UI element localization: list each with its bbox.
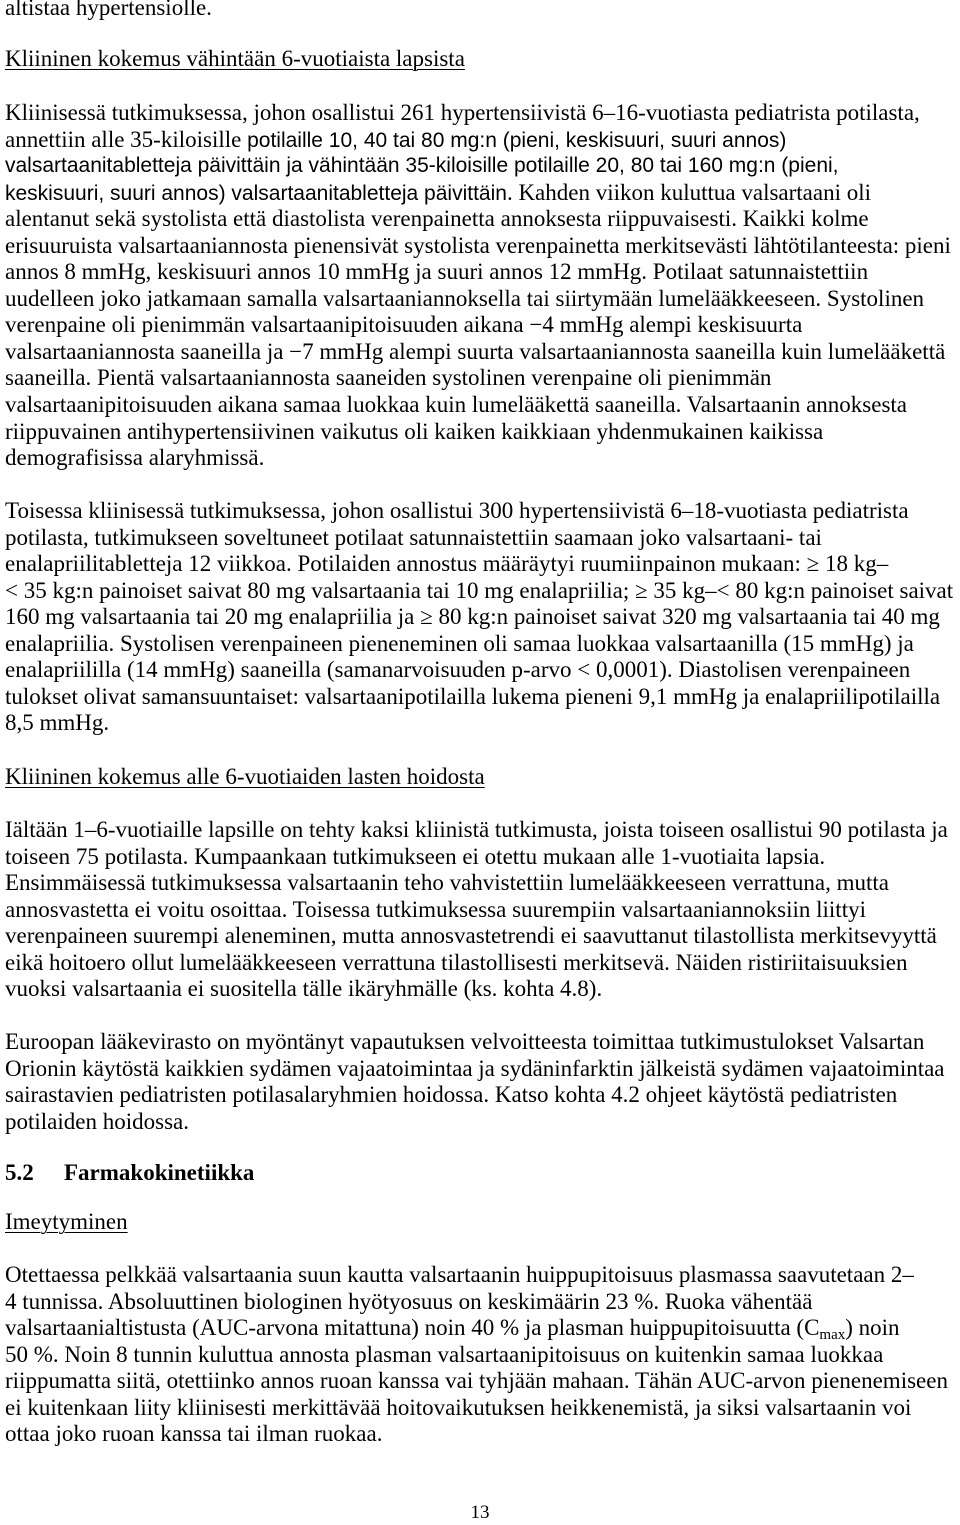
text-line: < 35 kg:n painoiset saivat 80 mg valsartaania tai 10 mg enalapriilia; ≥ 35 kg–< 80 kg:n painoiset saivat <box>5 577 954 603</box>
paragraph-under-6-studies <box>5 817 960 1003</box>
section-number: 5.2 <box>5 1160 34 1185</box>
text-line: valsartaanitabletteja päivittäin ja vähintään 35-kiloisille potilaille 20, 80 tai 160 mg:n (pieni, <box>5 154 839 178</box>
text-line: sairastavien pediatristen potilasalaryhmien hoidossa. Katso kohta 4.2 ohjeet käytöstä pediatristen <box>5 1082 898 1108</box>
text-line: 4 tunnissa. Absoluuttinen biologinen hyötyosuus on keskimäärin 23 %. Ruoka vähentää <box>5 1288 813 1314</box>
text-segment: keskisuuri, suuri annos) valsartaanitabletteja päivittäin <box>5 181 507 205</box>
text-line: Euroopan lääkevirasto on myöntänyt vapautuksen velvoitteesta toimittaa tutkimustulokset Valsartan <box>5 1029 925 1054</box>
text-line <box>5 180 960 207</box>
subsection-heading <box>5 1209 960 1236</box>
text-line: potilasta, tutkimukseen soveltuneet potilaat satunnaistettiin saamaan joko valsartaani- tai <box>5 524 822 550</box>
paragraph-ema-waiver <box>5 1029 960 1135</box>
text-line: demografisissa alaryhmissä. <box>5 445 265 471</box>
text-line: ottaa joko ruoan kanssa tai ilman ruokaa. <box>5 1421 383 1447</box>
paragraph-absorption <box>5 1262 960 1448</box>
text-line: valsartaaniannosta saaneilla ja −7 mmHg alempi suurta valsartaaniannosta saaneilla kuin lumelääkettä <box>5 338 946 364</box>
text-line: 160 mg valsartaania tai 20 mg enalapriilia ja ≥ 80 kg:n painoiset saivat 320 mg valsartaania tai 40 mg <box>5 604 940 630</box>
text-line: saaneilla. Pientä valsartaaniannosta saaneiden systolinen verenpaine oli pienimmän <box>5 365 772 391</box>
section-heading <box>5 1160 960 1187</box>
text-line: Kliinisessä tutkimuksessa, johon osallistui 261 hypertensiivistä 6–16-vuotiasta pediatrista potilasta, <box>5 100 920 125</box>
text-line: annos 8 mmHg, keskisuuri annos 10 mmHg ja suuri annos 12 mmHg. Potilaat satunnaistettiin <box>5 259 869 285</box>
text-segment: . Kahden viikon kuluttua valsartaani oli <box>506 179 872 205</box>
text-line: Ensimmäisessä tutkimuksessa valsartaanin teho vahvistettiin lumelääkkeeseen verrattuna, mutta <box>5 870 889 896</box>
text-segment: annettiin alle 35-kiloisille <box>5 126 248 152</box>
text-line: verenpaine oli pienimmän valsartaanipitoisuuden aikana −4 mmHg alempi keskisuurta <box>5 312 803 338</box>
text-line: toiseen 75 potilasta. Kumpaankaan tutkimukseen ei otettu mukaan alle 1-vuotiaita lapsia. <box>5 843 826 869</box>
paragraph-fragment <box>5 0 960 22</box>
subsection-heading-text: Kliininen kokemus alle 6-vuotiaiden lasten hoidosta <box>5 764 485 789</box>
subscript-max: max <box>819 1327 846 1344</box>
text-line: enalapriililla (14 mmHg) saaneilla (samanarvoisuuden p-arvo < 0,0001). Diastolisen verenpaineen <box>5 657 911 683</box>
text-line: altistaa hypertensiolle. <box>5 0 212 20</box>
text-line: eikä hoitoero ollut lumelääkkeeseen verrattuna tilastollisesti merkitsevä. Näiden ristiriitaisuuksien <box>5 949 908 975</box>
text-line: potilaiden hoidossa. <box>5 1108 189 1134</box>
text-line: 8,5 mmHg. <box>5 710 110 736</box>
text-line: Otettaessa pelkkää valsartaania suun kautta valsartaanin huippupitoisuus plasmassa saavutetaan 2– <box>5 1262 914 1287</box>
text-line: enalapriilia. Systolisen verenpaineen pieneneminen oli samaa luokkaa valsartaanilla (15 mmHg) ja <box>5 630 914 656</box>
text-line: Iältään 1–6-vuotiaille lapsille on tehty kaksi kliinistä tutkimusta, joista toiseen osallistui 90 potilasta ja <box>5 817 948 842</box>
text-line <box>5 127 960 154</box>
text-line: enalapriilitabletteja 12 viikkoa. Potilaiden annostus määräytyi ruumiinpainon mukaan: ≥ 18 kg– <box>5 551 889 577</box>
text-line: 50 %. Noin 8 tunnin kuluttua annosta plasman valsartaanipitoisuus on kuitenkin samaa luokkaa <box>5 1341 884 1367</box>
text-line: Toisessa kliinisessä tutkimuksessa, johon osallistui 300 hypertensiivistä 6–18-vuotiasta pediatrista <box>5 498 909 523</box>
text-line: erisuuruista valsartaaniannosta pienensivät systolista verenpainetta merkitsevästi lähtötilanteesta: pieni <box>5 232 951 258</box>
text-line: valsartaanipitoisuuden aikana samaa luokkaa kuin lumelääkettä saaneilla. Valsartaanin annoksesta <box>5 392 907 418</box>
text-line: verenpaineen suurempi aleneminen, mutta annosvastetrendi ei saavuttanut tilastollista merkitsevyyttä <box>5 923 937 949</box>
text-segment: ) noin <box>845 1315 900 1341</box>
text-line: tulokset olivat samansuuntaiset: valsartaanipotilailla lukema pieneni 9,1 mmHg ja enalapriilipotilailla <box>5 683 941 709</box>
paragraph-study-2 <box>5 498 960 737</box>
subsection-heading <box>5 46 960 73</box>
text-segment: potilaille 10, 40 tai 80 mg:n (pieni, keskisuuri, suuri annos) <box>247 128 787 152</box>
paragraph-study-1 <box>5 100 960 472</box>
text-line: uudelleen joko jatkamaan samalla valsartaaniannoksella tai siirtymään lumelääkkeeseen. Systolinen <box>5 285 925 311</box>
text-line: Orionin käytöstä kaikkien sydämen vajaatoimintaa ja sydäninfarktin jälkeistä sydämen vajaatoimintaa <box>5 1055 945 1081</box>
text-line: riippumatta siitä, otettiinko annos ruoan kanssa vai tyhjään mahaan. Tähän AUC-arvon pienenemiseen <box>5 1368 948 1394</box>
text-line: annosvastetta ei voitu osoittaa. Toisessa tutkimuksessa suurempiin valsartaaniannoksiin liittyi <box>5 896 866 922</box>
text-line: riippuvainen antihypertensiivinen vaikutus oli kaiken kaikkiaan yhdenmukainen kaikissa <box>5 418 824 444</box>
text-line: ei kuitenkaan liity kliinisesti merkittävää hoitovaikutuksen heikkenemistä, ja siksi valsartaanin voi <box>5 1394 912 1420</box>
text-segment: valsartaanialtistusta (AUC-arvona mitattuna) noin 40 % ja plasman huippupitoisuutta (C <box>5 1315 820 1341</box>
text-line: alentanut sekä systolista että diastolista verenpainetta annoksesta riippuvaisesti. Kaikki kolme <box>5 206 869 232</box>
subsection-heading-text: Imeytyminen <box>5 1209 128 1234</box>
subsection-heading-text: Kliininen kokemus vähintään 6-vuotiaista lapsista <box>5 46 465 71</box>
text-line: vuoksi valsartaania ei suositella tälle ikäryhmälle (ks. kohta 4.8). <box>5 976 603 1002</box>
section-title: Farmakokinetiikka <box>64 1160 255 1185</box>
subsection-heading <box>5 764 960 791</box>
page-number: 13 <box>470 1502 490 1523</box>
text-line <box>5 1315 960 1342</box>
